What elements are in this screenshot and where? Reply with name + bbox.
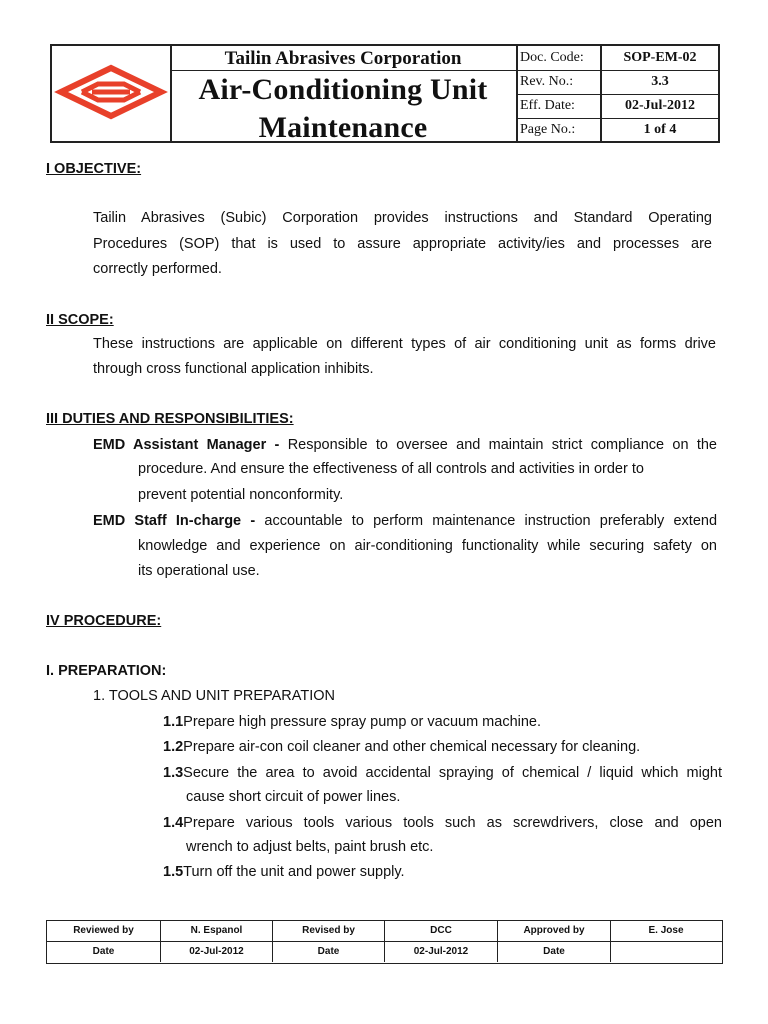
step-1-2	[163, 737, 640, 757]
step-text: Prepare various tools various tools such as screwdrivers, close and open	[183, 815, 722, 831]
date-label: Date	[498, 942, 611, 962]
meta-row-eff-date	[516, 94, 718, 119]
logo-cell	[52, 46, 172, 141]
meta-value: 1 of 4	[643, 122, 677, 137]
step-text: Secure the area to avoid accidental spraying of chemical / liquid which might	[183, 765, 722, 781]
reviewed-by-label: Reviewed by	[47, 921, 161, 941]
approved-date	[611, 942, 721, 962]
company-logo	[52, 46, 170, 141]
step-number: 1.2	[163, 739, 184, 755]
meta-key: Page No.:	[516, 118, 602, 142]
revised-by-label: Revised by	[273, 921, 385, 941]
step-1-3	[163, 763, 722, 783]
step-1-4-cont: wrench to adjust belts, paint brush etc.	[186, 839, 434, 855]
staff-duty-line	[93, 511, 717, 531]
meta-row-page-no	[516, 118, 718, 142]
step-number: 1.5	[163, 864, 184, 880]
reviewed-date: 02-Jul-2012	[161, 942, 273, 962]
step-1-3-cont: cause short circuit of power lines.	[186, 789, 401, 805]
step-1-5	[163, 862, 405, 882]
objective-line: Procedures (SOP) that is used to assure appropriate activity/ies and processes are	[93, 236, 712, 252]
date-label: Date	[273, 942, 385, 962]
approval-table	[46, 920, 723, 964]
scope-line: These instructions are applicable on different types of air conditioning unit as forms drive	[93, 336, 716, 352]
approved-by-value: E. Jose	[648, 925, 684, 936]
scope-heading: II SCOPE:	[46, 312, 114, 328]
staff-label: EMD Staff In-charge -	[93, 513, 256, 529]
meta-value: 02-Jul-2012	[625, 98, 695, 113]
document-title	[170, 71, 516, 147]
title-cell	[170, 46, 518, 144]
procedure-heading: IV PROCEDURE:	[46, 613, 162, 629]
meta-row-rev-no	[516, 70, 718, 95]
manager-duty-line: procedure. And ensure the effectiveness of all controls and activities in order to	[138, 461, 644, 477]
manager-duty-line	[93, 435, 717, 455]
meta-row-doc-code	[516, 46, 718, 71]
duties-heading: III DUTIES AND RESPONSIBILITIES:	[46, 411, 294, 427]
meta-key: Rev. No.:	[516, 70, 602, 94]
staff-duty-line: knowledge and experience on air-conditioning functionality while securing safety on	[138, 538, 717, 554]
company-name: Tailin Abrasives Corporation	[170, 48, 516, 71]
objective-heading: I OBJECTIVE:	[46, 161, 142, 177]
revised-date: 02-Jul-2012	[385, 942, 498, 962]
date-label: Date	[47, 942, 161, 962]
reviewed-by-value: N. Espanol	[161, 921, 273, 941]
meta-key: Eff. Date:	[516, 94, 602, 118]
title-line-2: Maintenance	[258, 111, 428, 144]
list-item-tools: 1. TOOLS AND UNIT PREPARATION	[93, 688, 335, 704]
revised-by-value: DCC	[385, 921, 498, 941]
step-text: Prepare air-con coil cleaner and other chemical necessary for cleaning.	[183, 739, 641, 755]
meta-value: 3.3	[651, 74, 669, 89]
manager-label: EMD Assistant Manager -	[93, 437, 280, 453]
approved-by-label: Approved by	[498, 921, 611, 941]
scope-line: through cross functional application inhibits.	[93, 361, 374, 377]
preparation-heading: I. PREPARATION:	[46, 663, 167, 679]
document-header	[50, 44, 720, 143]
step-text: Turn off the unit and power supply.	[183, 864, 405, 880]
staff-duty-text: accountable to perform maintenance instruction preferably extend	[255, 513, 718, 529]
step-number: 1.1	[163, 714, 184, 730]
objective-line: correctly performed.	[93, 261, 222, 277]
step-1-1	[163, 712, 541, 732]
staff-duty-line: its operational use.	[138, 563, 260, 579]
title-line-1: Air-Conditioning Unit	[198, 73, 488, 106]
objective-line: Tailin Abrasives (Subic) Corporation provides instructions and Standard Operating	[93, 210, 712, 226]
meta-key: Doc. Code:	[516, 46, 602, 70]
step-1-4	[163, 813, 722, 833]
step-text: Prepare high pressure spray pump or vacuum machine.	[183, 714, 542, 730]
manager-duty-text: Responsible to oversee and maintain strict compliance on the	[279, 437, 717, 453]
step-number: 1.3	[163, 765, 184, 781]
manager-duty-line: prevent potential nonconformity.	[138, 487, 344, 503]
step-number: 1.4	[163, 815, 184, 831]
meta-value: SOP-EM-02	[623, 50, 697, 65]
